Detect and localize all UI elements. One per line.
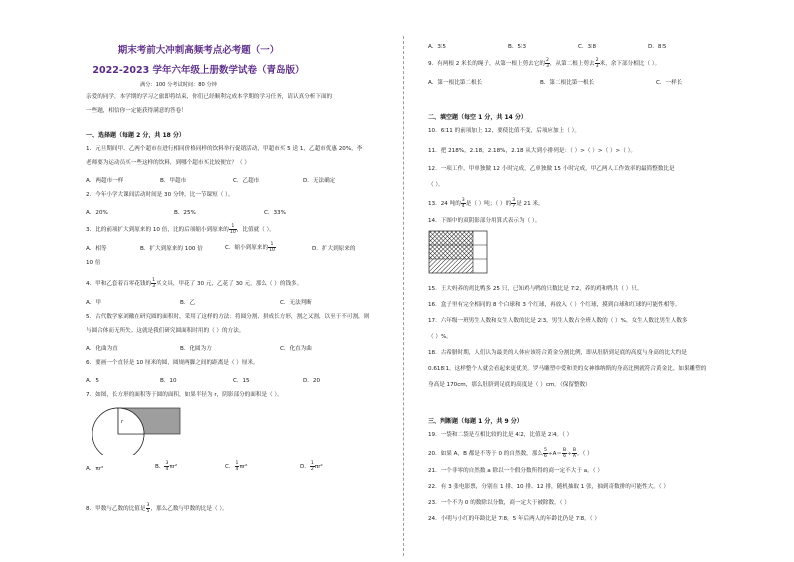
q9-text-a: 9．有两根 2 米长的绳子，从第一根上剪去它的	[428, 61, 545, 67]
column-divider	[403, 36, 404, 556]
q3-text	[86, 224, 275, 235]
q9-fraction-2-den: 3	[595, 64, 599, 69]
q7-option-c-den: 4	[235, 467, 239, 472]
q8-text-a: 8．甲数与乙数的比值是	[86, 506, 146, 512]
q3-text-a: 3．比的前项扩大到原来的 10 倍，比的后项缩小到原来的	[86, 227, 229, 233]
q5-option-a[interactable]: A．化曲为直	[86, 346, 118, 352]
q3-fraction	[229, 224, 237, 235]
q1-option-d[interactable]: D．无法确定	[303, 178, 336, 184]
q4-text-b: 买文具，甲花了 30 元，乙花了 30 元，那么（ ）的钱多。	[156, 281, 303, 287]
q3-fraction-num: 1	[229, 224, 237, 230]
q20-text-b: ÷A＝	[547, 451, 563, 457]
q8-option-a[interactable]: A．3∶5	[428, 44, 446, 50]
q7-option-c-prefix: C．	[225, 464, 235, 470]
q3-option-d-tail: 10 倍	[86, 260, 101, 266]
q13-fraction-1-num: 3	[461, 198, 465, 203]
score-info: 满分：100 分考试时间：80 分钟	[140, 82, 217, 88]
q9-option-a[interactable]: A．第一根比第二根长	[428, 80, 483, 86]
q17-line-2: （ ）%。	[428, 334, 452, 340]
q7-option-d-num: 1	[310, 461, 314, 466]
q11-text: 11．把 218%，2.18，2.18%，2.18 从大到小排列是：（ ）>（ ）>（ ）>（ ）。	[428, 148, 636, 154]
q8-option-b[interactable]: B．5∶3	[508, 44, 527, 50]
q7-text: 7．如图，长方形的面积等于圆的面积，如果半径为 r，阴影部分的面积是（ ）。	[86, 392, 283, 398]
q14-figure	[428, 230, 490, 274]
q12-line-2: （ ）。	[428, 182, 444, 188]
q20-text-c: ÷	[567, 451, 572, 457]
q1-line-1: 1．元旦期间甲、乙两个超市在进行相同价格同样的饮料举行促销活动，甲超市买 5 送 1，乙超市优惠 20%，李	[86, 146, 363, 152]
q9-fraction-2-num: 2	[595, 58, 599, 63]
q3-option-c-den: 10	[269, 248, 275, 253]
q7-option-d-den: 2	[310, 467, 314, 472]
q9-text-b: ，从第二根上剪去	[549, 61, 595, 67]
q7-option-c-num: 1	[235, 461, 239, 466]
q6-option-d[interactable]: D．20	[303, 378, 321, 384]
q19-text: 19．一袋和二袋是互相比较的比是 4∶2，比值是 2∶4。（ ）	[428, 432, 573, 438]
q13-text	[428, 198, 544, 209]
q7-option-a-prefix: A．	[86, 466, 96, 472]
q13-text-a: 13．24 吨的	[428, 201, 461, 207]
q12-line-1: 12．一项工作，甲单独做 12 小时完成，乙单独做 15 小时完成，甲乙两人工作效率的最简整数比是	[428, 166, 675, 172]
q2-option-b[interactable]: B．25%	[174, 210, 196, 216]
q7-option-d[interactable]	[300, 461, 323, 472]
q7-option-b-num: 3	[165, 461, 169, 466]
q18-line-3: 身高是 170cm，那么肚脐到足底的高度是（ ）cm。（保留整数）	[428, 382, 591, 388]
q6-text: 6．要画一个直径是 10 厘米的圆，圆规两脚之间的距离是（ ）厘米。	[86, 360, 259, 366]
q7-option-b-unit: πr²	[169, 464, 178, 470]
q20-fraction-3-num: B	[572, 448, 577, 453]
q3-option-c-num: 1	[268, 242, 276, 248]
q1-option-a[interactable]: A．两超市一样	[86, 178, 124, 184]
q14-text: 14．下图中的双阴影部分用算式表示为（ ）。	[428, 218, 541, 224]
greeting-line-2: 一些题，相信你一定能获得满意的答卷！	[86, 108, 187, 114]
q3-fraction-den: 10	[229, 230, 236, 235]
q7-option-d-prefix: D．	[300, 464, 310, 470]
q4-text-a: 4．甲和乙套着百零花钱的	[86, 281, 152, 287]
q4-option-c[interactable]: C．无法判断	[280, 300, 312, 306]
q8-option-c[interactable]: C．3∶8	[578, 44, 597, 50]
q9-fraction-1-num: 2	[545, 58, 549, 63]
q20-fraction-3-den: A	[572, 454, 577, 459]
q9-text-c: 米，余下部分相比（ ）。	[599, 61, 661, 67]
q20-fraction-2-num: B	[563, 448, 567, 453]
q18-line-1: 18．古希腊时期，人们认为最美的人体应该符合黄金分割比例，即从肚脐到足底的高度与身高的比大约是	[428, 350, 687, 356]
q5-option-b[interactable]: B．化圆为方	[180, 346, 212, 352]
q3-option-d[interactable]: D．扩大到原来的	[312, 246, 356, 252]
page-title: 期末考前大冲刺高频考点必考题（一）	[117, 45, 280, 56]
q7-option-c-unit: πr²	[239, 464, 248, 470]
q4-option-a[interactable]: A．甲	[86, 300, 102, 306]
q9-text	[428, 58, 660, 69]
q13-fraction-2-den: 7	[512, 204, 516, 209]
q5-line-2: 与圆合体而无所失。这就是我们研究圆面积时用的（ ）的方法。	[86, 328, 245, 334]
q8-text	[86, 503, 228, 514]
q6-option-a[interactable]: A．5	[86, 378, 99, 384]
q5-option-c[interactable]: C．化直为曲	[280, 346, 312, 352]
q2-text: 2．今年小学大课间活动时间是 30 分钟，比一节课短（ ）。	[86, 192, 234, 198]
q8-text-b: ，那么乙数与甲数的比是（ ）。	[150, 506, 228, 512]
q24-text: 24．小明与小红的年龄比是 7∶8，5 年后两人的年龄比仍是 7∶8。（ ）	[428, 516, 600, 522]
q20-fraction-1-den: 6	[543, 454, 547, 459]
q3-option-c-fraction	[268, 242, 276, 253]
q1-option-b[interactable]: B．甲超市	[160, 178, 187, 184]
q1-option-c[interactable]: C．乙超市	[233, 178, 260, 184]
q18-line-2: 0.618∶1，这样整个人就会看起来更优美。罗马雕塑中爱和美的女神维纳斯的身高比例就符合黄金比。如果雕塑的	[428, 366, 707, 372]
q3-option-b[interactable]: B．扩大到原来的 100 倍	[140, 246, 203, 252]
q10-text: 10．6∶11 的前项加上 12，要使比值不变，后项应加上（ ）。	[428, 128, 580, 134]
q17-line-1: 17．六年级一班男生人数和女生人数的比是 2∶3，男生人数占全班人数的（ ）%，女生人数比男生人数多	[428, 318, 688, 324]
q7-radius-label: r	[121, 419, 124, 425]
q7-option-b-prefix: B．	[155, 464, 165, 470]
q4-fraction-den: 3	[152, 284, 156, 289]
q8-fraction-den: 5	[146, 509, 150, 514]
q9-fraction-1-den: 3	[545, 64, 549, 69]
q9-option-c[interactable]: C．一样长	[656, 80, 683, 86]
q4-text	[86, 278, 302, 289]
q3-option-c-text: C．缩小到原来的	[225, 245, 269, 251]
q16-text: 16．盒子里有完全相同的 8 个白球和 3 个红球，再放入（ ）个红球，摸到白球和红球的可能性相等。	[428, 302, 681, 308]
q7-option-b[interactable]	[155, 461, 177, 472]
q2-option-c[interactable]: C．33%	[264, 210, 286, 216]
q3-option-c[interactable]	[225, 242, 276, 253]
q8-option-d[interactable]: D．8∶5	[648, 44, 667, 50]
q20-text-a: 20．如果 A，B 都是不等于 0 的自然数，那么	[428, 451, 543, 457]
section-heading-choice: 一、选择题（每题 2 分，共 18 分）	[86, 132, 185, 139]
q7-option-d-unit: πr²	[314, 464, 323, 470]
q20-fraction-2-den: 6	[563, 454, 567, 459]
q23-text: 23．一个不为 0 的数除以分数，商一定大于被除数。（ ）	[428, 500, 570, 506]
q8-fraction-num: 3	[146, 503, 150, 508]
page-subtitle: 2022-2023 学年六年级上册数学试卷（青岛版）	[92, 65, 305, 76]
q3-option-a[interactable]: A．相等	[86, 246, 107, 252]
q13-fraction-2-num: 3	[512, 198, 516, 203]
q7-option-b-den: 4	[165, 467, 169, 472]
q22-text: 22．有 3 张电影票，分别在 1 排、10 排、12 排，随机抽取 1 张，抽到奇数排的可能性大。（ ）	[428, 484, 670, 490]
q20-fraction-1-num: 5	[543, 448, 547, 453]
greeting-line-1: 亲爱的同学，本学期的学习之旅即将结束，你们已经顺利完成本学期的学习任务，请认真分析下面的	[86, 94, 333, 100]
q4-fraction-num: 1	[152, 278, 156, 283]
q5-line-1: 5．古代数学家刘徽在研究圆的面积时，采用了这样的方法：将圆分割，拼成长方形，割之又割，以至于不可割，则	[86, 314, 370, 320]
q2-option-a[interactable]: A．20%	[86, 210, 108, 216]
q20-text	[428, 448, 593, 459]
q7-figure	[92, 403, 192, 455]
q6-option-b[interactable]: B．10	[160, 378, 177, 384]
q20-text-d: 。（ ）	[577, 451, 593, 457]
q4-option-b[interactable]: B．乙	[180, 300, 196, 306]
section-heading-judge: 三、判断题（每题 1 分，共 9 分）	[428, 418, 523, 425]
q7-option-a[interactable]	[86, 464, 103, 472]
q3-text-b: ，比值就（ ）。	[236, 227, 275, 233]
q1-line-2: 老师要为运动员买一些这样的饮料，到哪个超市买比较便宜？（ ）	[86, 160, 250, 166]
q7-option-a-value: πr²	[95, 466, 104, 472]
q13-text-c: 是 21 米。	[516, 201, 544, 207]
q21-text: 21．一个非零的自然数 a 除以一个假分数所得的商一定不大于 a。（ ）	[428, 468, 603, 474]
q13-fraction-1-den: 4	[461, 204, 465, 209]
q15-text: 15．王大妈养的鸡比鸭多 25 只，已知鸡与鸭的只数比是 7∶2，养的鸡和鸭共（ ）只。	[428, 286, 643, 292]
section-heading-fill: 二、填空题（每空 1 分，共 14 分）	[428, 114, 527, 121]
q13-text-b: 是（ ）吨；（ ）的	[465, 201, 512, 207]
q7-option-c[interactable]	[225, 461, 247, 472]
q6-option-c[interactable]: C．15	[233, 378, 250, 384]
q9-option-b[interactable]: B．第二根比第一根长	[540, 80, 595, 86]
